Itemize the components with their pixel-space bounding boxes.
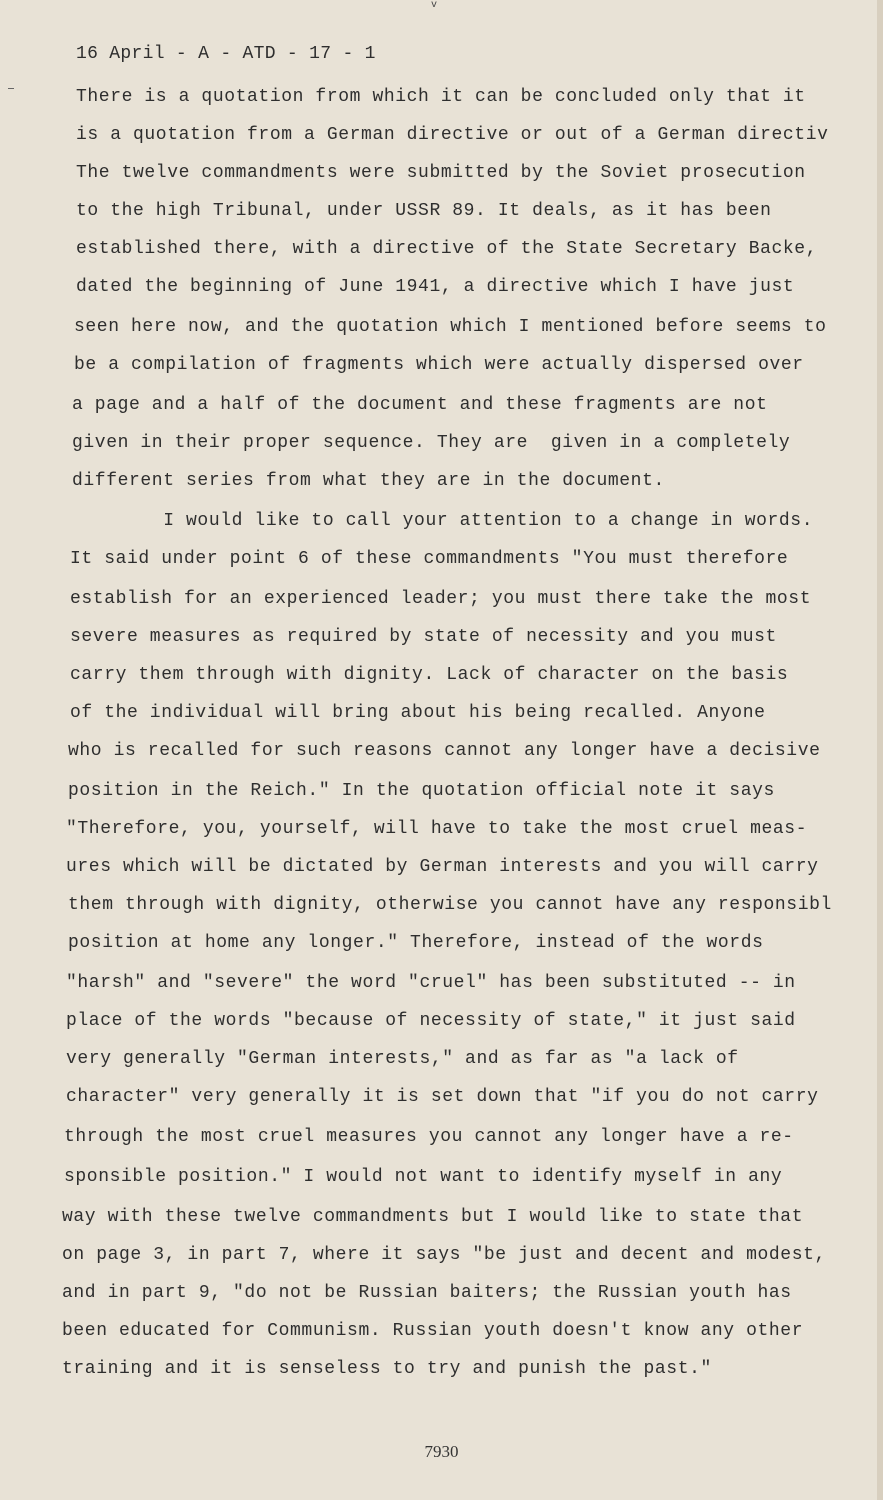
text-line: who is recalled for such reasons cannot any longer have a decisive xyxy=(68,741,821,761)
text-line: way with these twelve commandments but I would like to state that xyxy=(62,1207,804,1227)
text-line: position in the Reich." In the quotation official note it says xyxy=(68,781,775,801)
text-line: very generally "German interests," and as far as "a lack of xyxy=(66,1049,739,1069)
text-line: given in their proper sequence. They are given in a completely xyxy=(72,433,791,453)
text-line: "harsh" and "severe" the word "cruel" has been substituted -- in xyxy=(66,973,796,993)
text-line: a page and a half of the document and these fragments are not xyxy=(72,395,768,415)
text-line: sponsible position." I would not want to identify myself in any xyxy=(64,1167,783,1187)
top-mark: v xyxy=(431,0,438,11)
text-line: dated the beginning of June 1941, a directive which I have just xyxy=(76,277,795,297)
text-line: position at home any longer." Therefore, instead of the words xyxy=(68,933,764,953)
text-line: seen here now, and the quotation which I mentioned before seems to xyxy=(74,317,827,337)
text-line: of the individual will bring about his being recalled. Anyone xyxy=(70,703,766,723)
text-line: The twelve commandments were submitted by the Soviet prosecution xyxy=(76,163,806,183)
text-line: established there, with a directive of the State Secretary Backe, xyxy=(76,239,818,259)
page-edge xyxy=(877,0,883,1500)
text-line: character" very generally it is set down that "if you do not carry xyxy=(66,1087,819,1107)
text-line: ures which will be dictated by German interests and you will carry xyxy=(66,857,819,877)
text-line: establish for an experienced leader; you must there take the most xyxy=(70,589,812,609)
text-line: "Therefore, you, yourself, will have to take the most cruel meas- xyxy=(66,819,808,839)
text-line: There is a quotation from which it can be concluded only that it xyxy=(76,87,806,107)
page-number: 7930 xyxy=(424,1442,459,1461)
text-line: I would like to call your attention to a change in words. xyxy=(72,511,814,531)
text-line: and in part 9, "do not be Russian baiters; the Russian youth has xyxy=(62,1283,792,1303)
text-line: carry them through with dignity. Lack of character on the basis xyxy=(70,665,789,685)
text-line: to the high Tribunal, under USSR 89. It deals, as it has been xyxy=(76,201,772,221)
text-line: be a compilation of fragments which were actually dispersed over xyxy=(74,355,804,375)
document-header: 16 April - A - ATD - 17 - 1 xyxy=(76,44,376,64)
text-line: through the most cruel measures you cannot any longer have a re- xyxy=(64,1127,794,1147)
text-line: them through with dignity, otherwise you cannot have any responsibl xyxy=(68,895,832,915)
text-line: training and it is senseless to try and punish the past." xyxy=(62,1359,712,1379)
text-line: been educated for Communism. Russian youth doesn't know any other xyxy=(62,1321,804,1341)
text-line: severe measures as required by state of necessity and you must xyxy=(70,627,777,647)
text-line: different series from what they are in the document. xyxy=(72,471,665,491)
text-line: on page 3, in part 7, where it says "be just and decent and modest, xyxy=(62,1245,826,1265)
text-line: place of the words "because of necessity of state," it just said xyxy=(66,1011,796,1031)
text-line: is a quotation from a German directive or out of a German directiv xyxy=(76,125,829,145)
text-line: It said under point 6 of these commandments "You must therefore xyxy=(70,549,789,569)
margin-mark xyxy=(8,88,14,89)
